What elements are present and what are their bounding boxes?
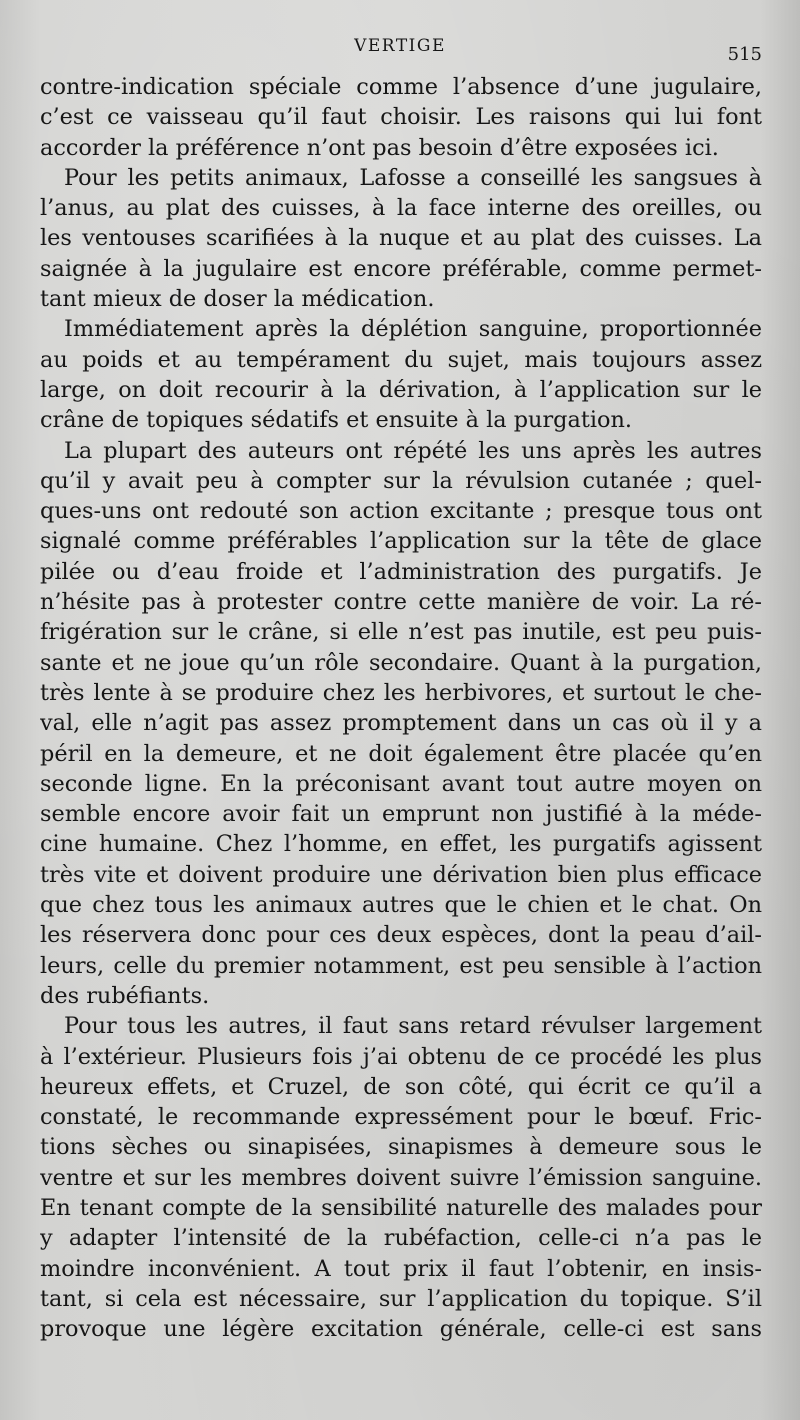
text-line: tant, si cela est nécessaire, sur l’application du topique. S’il xyxy=(40,1285,762,1312)
text-line: qu’il y avait peu à compter sur la révulsion cutanée ; quel- xyxy=(40,467,762,494)
text-line: large, on doit recourir à la dérivation, à l’application sur le xyxy=(40,376,762,403)
text-line: accorder la préférence n’ont pas besoin d’être exposées ici. xyxy=(40,134,719,161)
body-text xyxy=(40,72,762,1344)
text-line: tant mieux de doser la médication. xyxy=(40,286,435,313)
text-line: saignée à la jugulaire est encore préférable, comme permet- xyxy=(40,255,762,282)
text-line: Pour tous les autres, il faut sans retard révulser largement xyxy=(64,1013,762,1040)
text-line: ventre et sur les membres doivent suivre l’émission sanguine. xyxy=(40,1164,762,1191)
text-line: Pour les petits animaux, Lafosse a conseillé les sangsues à xyxy=(64,164,762,191)
text-line: moindre inconvénient. A tout prix il faut l’obtenir, en insis- xyxy=(40,1255,762,1282)
text-line: Immédiatement après la déplétion sanguine, proportionnée xyxy=(64,316,762,343)
text-line: très vite et doivent produire une dérivation bien plus efficace xyxy=(40,861,762,888)
text-line: signalé comme préférables l’application sur la tête de glace xyxy=(40,528,762,555)
text-line: n’hésite pas à protester contre cette manière de voir. La ré- xyxy=(40,589,762,616)
text-line: y adapter l’intensité de la rubéfaction, celle-ci n’a pas le xyxy=(40,1225,762,1252)
text-line: sante et ne joue qu’un rôle secondaire. Quant à la purgation, xyxy=(40,649,762,676)
text-line: des rubéfiants. xyxy=(40,982,210,1009)
text-line: c’est ce vaisseau qu’il faut choisir. Les raisons qui lui font xyxy=(40,104,762,131)
text-line: seconde ligne. En la préconisant avant tout autre moyen on xyxy=(40,770,762,797)
text-line: contre-indication spéciale comme l’absence d’une jugulaire, xyxy=(40,74,762,100)
text-line: très lente à se produire chez les herbivores, et surtout le che- xyxy=(40,679,762,706)
text-line: les ventouses scarifiées à la nuque et au plat des cuisses. La xyxy=(40,225,762,252)
page-number: 515 xyxy=(727,44,762,65)
text-line: provoque une légère excitation générale, celle-ci est sans xyxy=(40,1316,762,1343)
running-title: VERTIGE xyxy=(354,36,446,56)
text-line: La plupart des auteurs ont répété les uns après les autres xyxy=(64,437,762,464)
text-line: péril en la demeure, et ne doit également être placée qu’en xyxy=(40,740,762,767)
text-line: leurs, celle du premier notamment, est peu sensible à l’action xyxy=(40,952,762,979)
text-line: cine humaine. Chez l’homme, en effet, les purgatifs agissent xyxy=(40,831,762,858)
text-line: l’anus, au plat des cuisses, à la face interne des oreilles, ou xyxy=(40,195,762,222)
text-line: val, elle n’agit pas assez promptement dans un cas où il y a xyxy=(40,710,762,737)
text-line: constaté, le recommande expressément pour le bœuf. Fric- xyxy=(40,1104,762,1131)
text-line: crâne de topiques sédatifs et ensuite à la purgation. xyxy=(40,407,633,434)
running-head xyxy=(0,34,800,65)
text-line: ques-uns ont redouté son action excitante ; presque tous ont xyxy=(40,498,762,525)
text-line: semble encore avoir fait un emprunt non justifié à la méde- xyxy=(40,801,762,828)
text-line: heureux effets, et Cruzel, de son côté, qui écrit ce qu’il a xyxy=(40,1073,762,1100)
text-line: au poids et au tempérament du sujet, mais toujours assez xyxy=(40,346,762,373)
text-line: pilée ou d’eau froide et l’administration des purgatifs. Je xyxy=(40,558,762,585)
text-line: frigération sur le crâne, si elle n’est pas inutile, est peu puis- xyxy=(40,619,762,646)
text-line: à l’extérieur. Plusieurs fois j’ai obtenu de ce procédé les plus xyxy=(40,1043,762,1070)
text-line: les réservera donc pour ces deux espèces, dont la peau d’ail- xyxy=(40,922,762,949)
text-line: En tenant compte de la sensibilité naturelle des malades pour xyxy=(40,1194,762,1221)
text-line: tions sèches ou sinapisées, sinapismes à demeure sous le xyxy=(40,1134,762,1161)
text-line: que chez tous les animaux autres que le chien et le chat. On xyxy=(40,892,762,919)
